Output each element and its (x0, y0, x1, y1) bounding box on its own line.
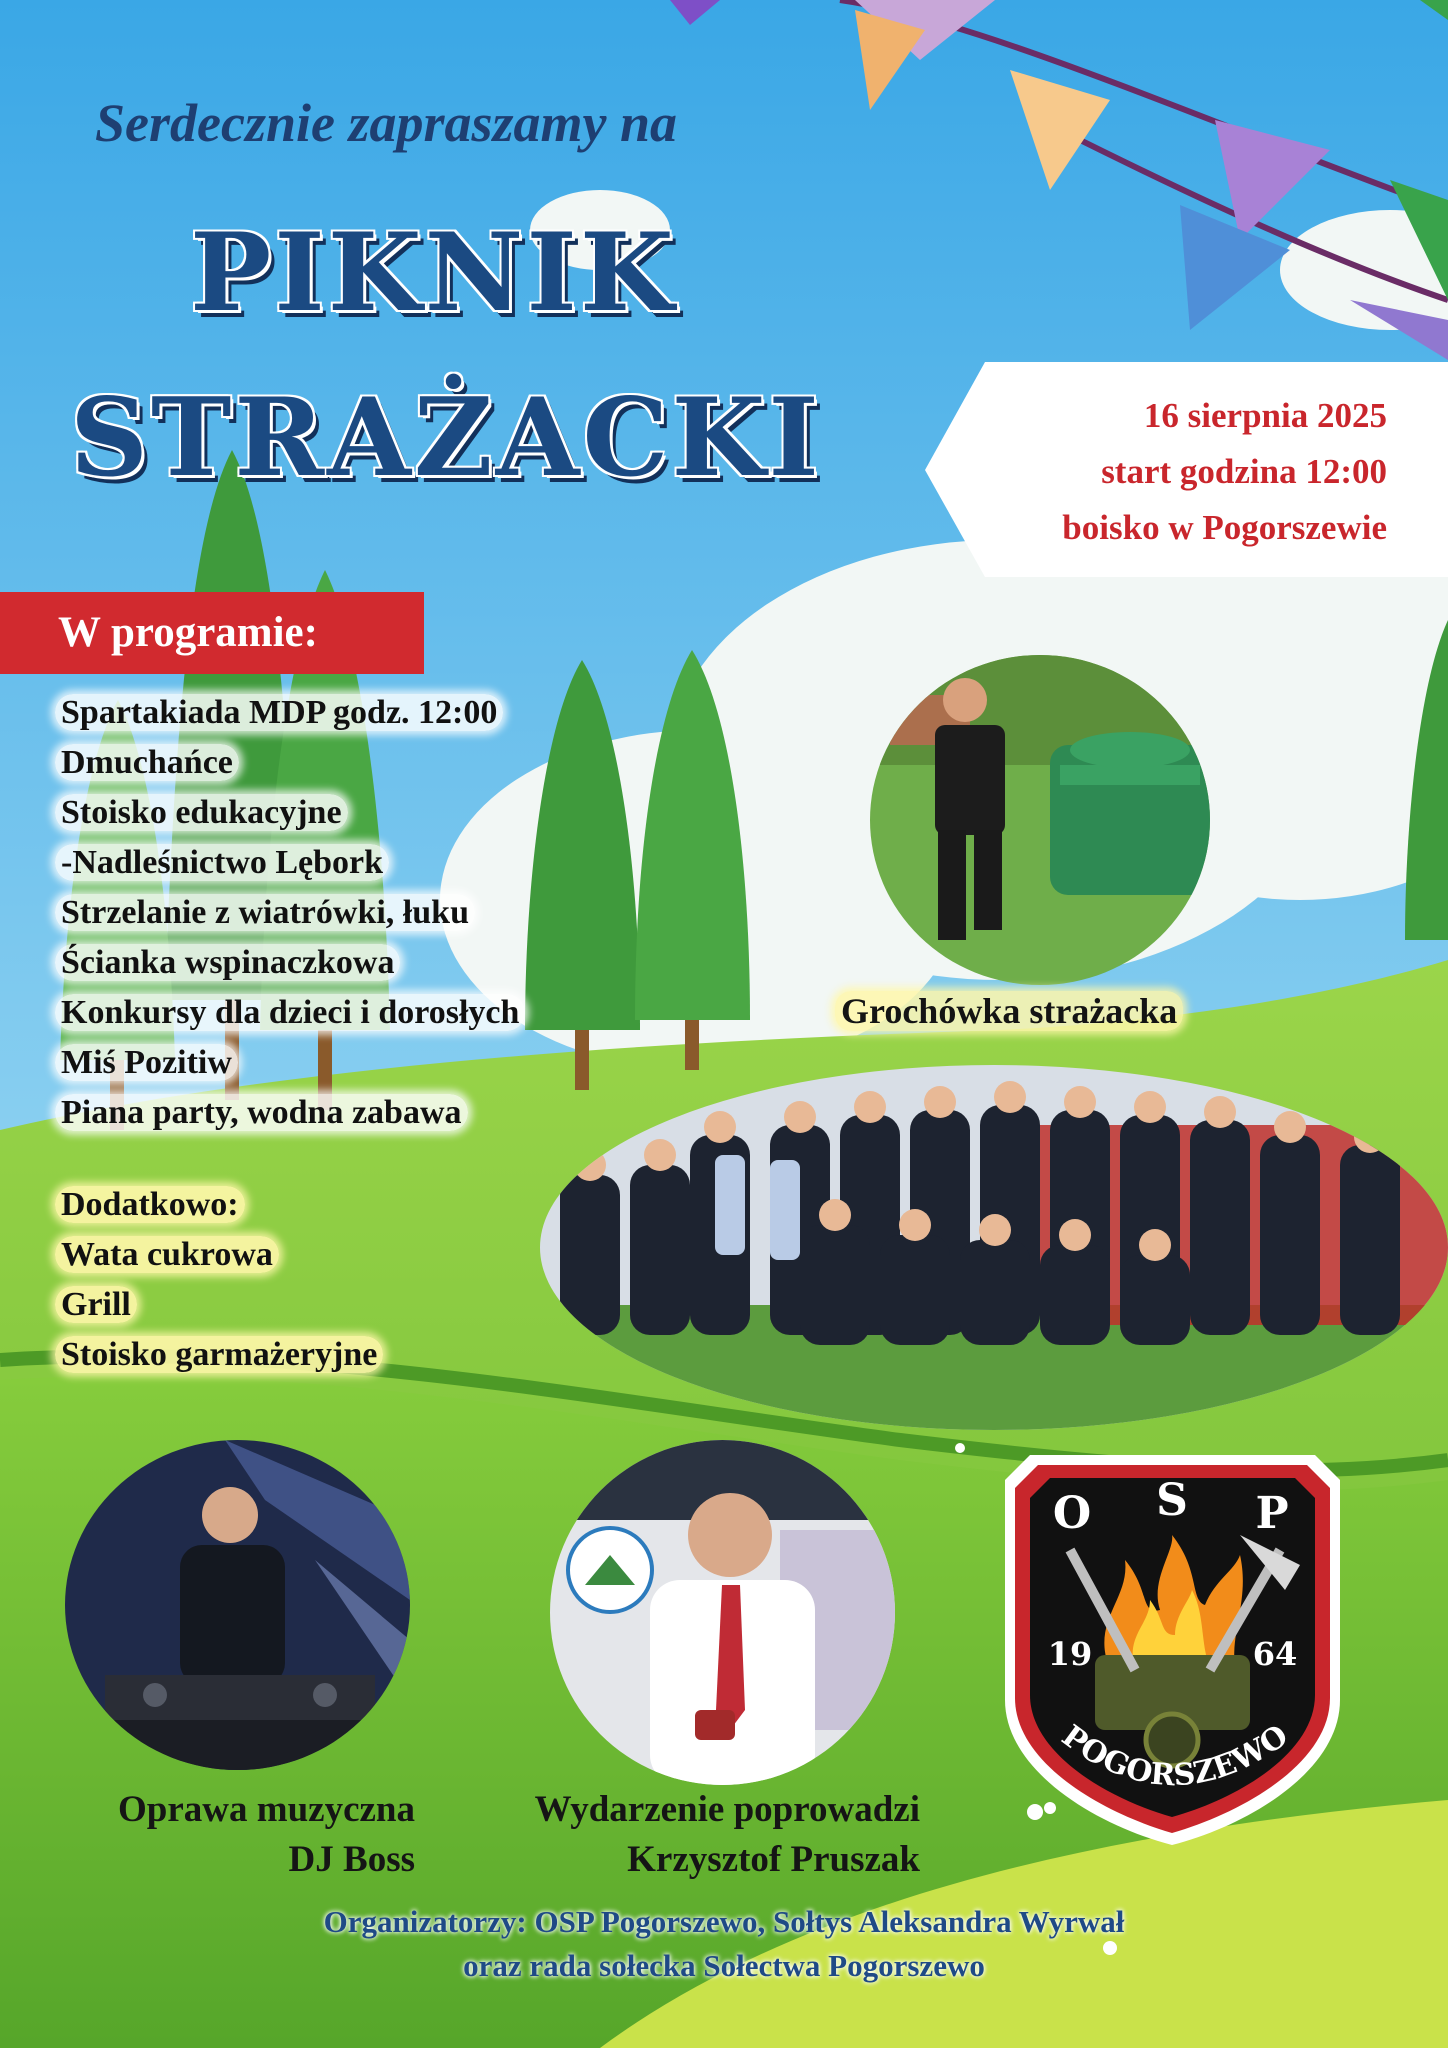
organizers-line2: oraz rada sołecka Sołectwa Pogorszewo (463, 1948, 985, 1983)
list-item: -Nadleśnictwo Lębork (55, 838, 525, 888)
svg-text:P: P (1255, 1488, 1289, 1539)
svg-text:S: S (1156, 1475, 1188, 1526)
list-item: Wata cukrowa (55, 1230, 383, 1280)
grochowka-caption: Grochówka strażacka (835, 990, 1183, 1032)
extras-list (55, 1180, 383, 1380)
svg-text:64: 64 (1252, 1635, 1298, 1673)
event-details (985, 388, 1445, 556)
host-caption-line2: Krzysztof Pruszak (627, 1839, 920, 1880)
host-photo (550, 1440, 895, 1785)
grochowka-photo (870, 655, 1210, 985)
list-item: Stoisko edukacyjne (55, 788, 525, 838)
organizers-line1: Organizatorzy: OSP Pogorszewo, Sołtys Aleksandra Wyrwał (323, 1904, 1125, 1939)
list-item: Miś Pozitiw (55, 1038, 525, 1088)
host-caption (460, 1785, 920, 1885)
group-photo (540, 1065, 1448, 1430)
event-place: boisko w Pogorszewie (1062, 508, 1387, 547)
list-item: Dmuchańce (55, 738, 525, 788)
list-item: Stoisko garmażeryjne (55, 1330, 383, 1380)
svg-text:O: O (1052, 1488, 1092, 1539)
extras-header: Dodatkowo: (55, 1180, 383, 1230)
title-line-1: PIKNIK (190, 210, 677, 336)
organizers (0, 1900, 1448, 1988)
badge-name: POGORSZEWO (1055, 1718, 1295, 1794)
list-item: Konkursy dla dzieci i dorosłych (55, 988, 525, 1038)
osp-badge-logo (1000, 1440, 1345, 1850)
list-item: Strzelanie z wiatrówki, łuku (55, 888, 525, 938)
event-date: 16 sierpnia 2025 (1143, 396, 1387, 435)
list-item: Piana party, wodna zabawa (55, 1088, 525, 1138)
list-item: Spartakiada MDP godz. 12:00 (55, 688, 525, 738)
dj-photo (65, 1440, 410, 1770)
list-item: Grill (55, 1280, 383, 1330)
host-caption-line1: Wydarzenie poprowadzi (534, 1789, 920, 1830)
invitation-text: Serdecznie zapraszamy na (95, 93, 678, 153)
music-caption-line2: DJ Boss (288, 1839, 415, 1880)
program-list (55, 688, 525, 1138)
list-item: Ścianka wspinaczkowa (55, 938, 525, 988)
event-start: start godzina 12:00 (1101, 452, 1387, 491)
svg-text:19: 19 (1047, 1635, 1093, 1673)
title-line-2: STRAŻACKI (70, 375, 822, 501)
music-caption-line1: Oprawa muzyczna (118, 1789, 415, 1830)
music-caption (60, 1785, 415, 1885)
program-header: W programie: (0, 592, 424, 674)
